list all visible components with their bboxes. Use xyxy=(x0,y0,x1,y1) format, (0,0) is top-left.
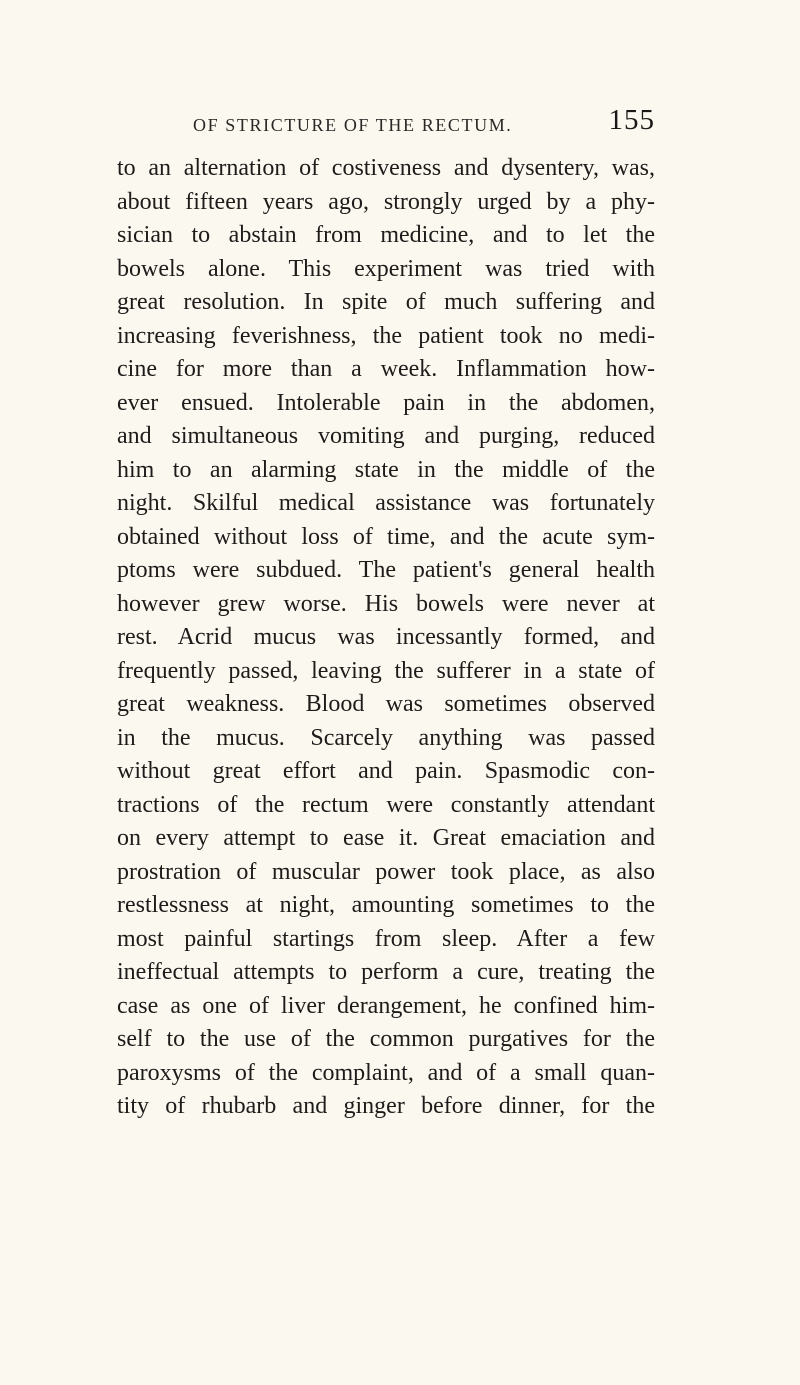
text-line: in the mucus. Scarcely anything was passed xyxy=(117,724,655,751)
text-line: paroxysms of the complaint, and of a small quan- xyxy=(117,1059,655,1086)
text-line: about fifteen years ago, strongly urged by a phy- xyxy=(117,188,655,215)
text-line: prostration of muscular power took place, as also xyxy=(117,858,655,885)
body-paragraph xyxy=(117,152,655,1124)
running-head xyxy=(193,104,655,144)
text-line: night. Skilful medical assistance was fortunately xyxy=(117,490,655,516)
text-line: him to an alarming state in the middle of the xyxy=(117,456,655,483)
text-line: great weakness. Blood was sometimes observed xyxy=(117,691,655,717)
text-line: bowels alone. This experiment was tried with xyxy=(117,255,655,282)
text-line: frequently passed, leaving the sufferer in a state of xyxy=(117,657,655,684)
page-number: 155 xyxy=(608,104,655,136)
text-line: great resolution. In spite of much suffering and xyxy=(117,289,655,315)
text-line: sician to abstain from medicine, and to let the xyxy=(117,222,655,248)
text-line: tractions of the rectum were constantly attendant xyxy=(117,791,655,818)
text-line: rest. Acrid mucus was incessantly formed, and xyxy=(117,624,655,650)
text-line: self to the use of the common purgatives for the xyxy=(117,1026,655,1052)
text-line: ptoms were subdued. The patient's general health xyxy=(117,557,655,583)
text-line: ever ensued. Intolerable pain in the abdomen, xyxy=(117,389,655,416)
text-line: obtained without loss of time, and the acute sym- xyxy=(117,523,655,550)
text-line: and simultaneous vomiting and purging, reduced xyxy=(117,423,655,449)
text-line: restlessness at night, amounting sometimes to the xyxy=(117,892,655,918)
text-line: case as one of liver derangement, he confined him- xyxy=(117,992,655,1019)
text-line: to an alternation of costiveness and dysentery, was, xyxy=(117,155,655,181)
text-line: tity of rhubarb and ginger before dinner, for the xyxy=(117,1093,655,1119)
text-line: ineffectual attempts to perform a cure, treating the xyxy=(117,959,655,985)
text-line: most painful startings from sleep. After a few xyxy=(117,925,655,952)
text-line: cine for more than a week. Inflammation how- xyxy=(117,356,655,382)
text-line: however grew worse. His bowels were never at xyxy=(117,590,655,617)
text-line: without great effort and pain. Spasmodic con- xyxy=(117,758,655,784)
running-title: OF STRICTURE OF THE RECTUM. xyxy=(193,115,513,135)
text-line: increasing feverishness, the patient took no medi- xyxy=(117,322,655,349)
text-line: on every attempt to ease it. Great emaciation and xyxy=(117,825,655,851)
